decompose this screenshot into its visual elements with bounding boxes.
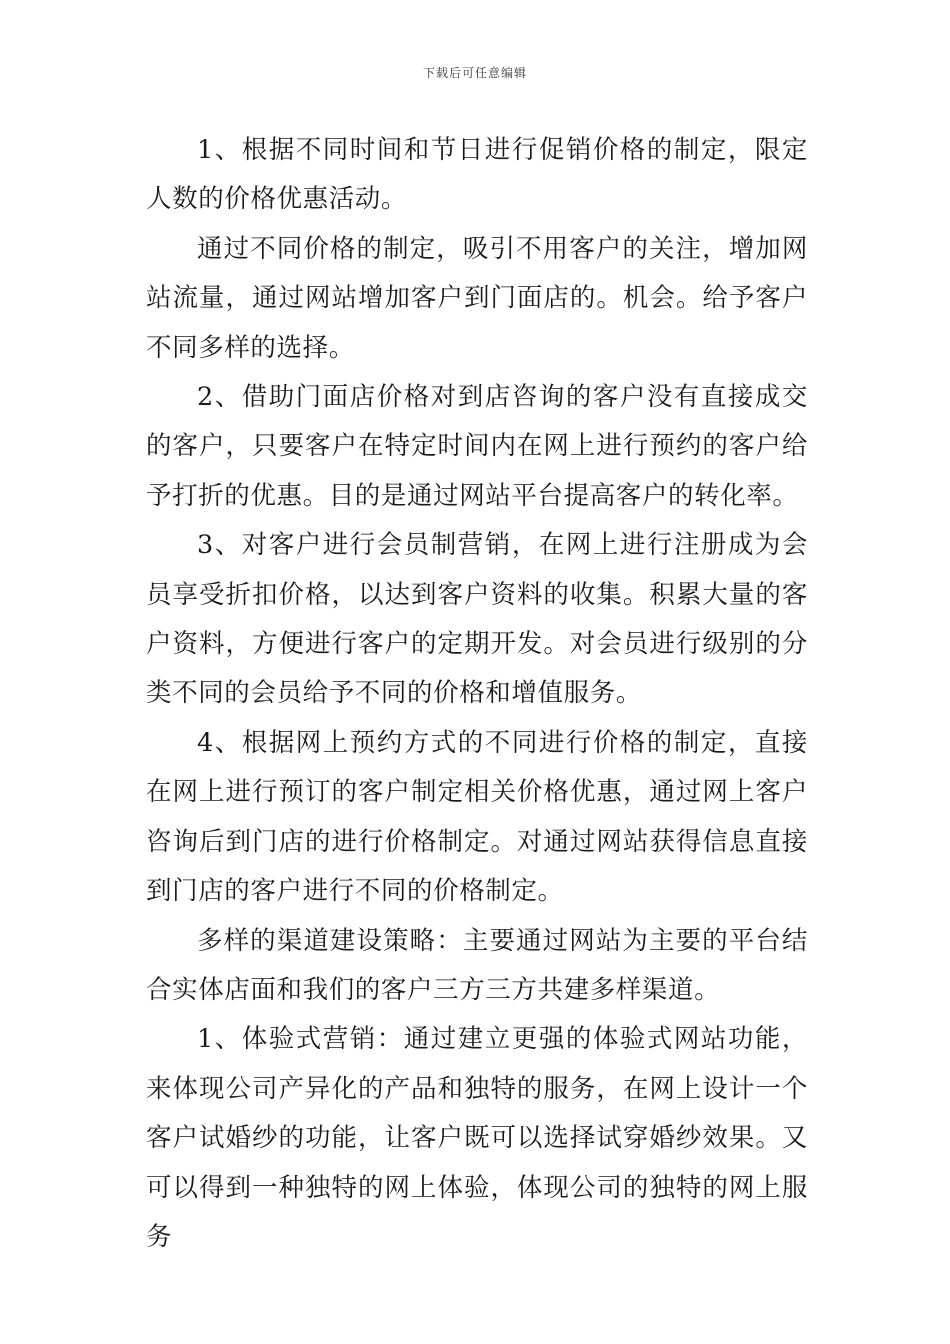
paragraph: 4、根据网上预约方式的不同进行价格的制定，直接在网上进行预订的客户制定相关价格优惠，通过网上客户咨询后到门店的进行价格制定。对通过网站获得信息直接到门店的客户进行不同的价格制定。 bbox=[146, 727, 808, 907]
document-body bbox=[146, 126, 808, 1262]
paragraph: 3、对客户进行会员制营销，在网上进行注册成为会员享受折扣价格，以达到客户资料的收集。积累大量的客户资料，方便进行客户的定期开发。对会员进行级别的分类不同的会员给予不同的价格和增值服务。 bbox=[146, 530, 808, 709]
paragraph: 1、体验式营销：通过建立更强的体验式网站功能，来体现公司产异化的产品和独特的服务，在网上设计一个客户试婚纱的功能，让客户既可以选择试穿婚纱效果。又可以得到一种独特的网上体验，体现公司的独特的网上服务 bbox=[146, 1024, 808, 1252]
paragraph: 通过不同价格的制定，吸引不用客户的关注，增加网站流量，通过网站增加客户到门面店的。机会。给予客户不同多样的选择。 bbox=[146, 233, 808, 363]
paragraph: 1、根据不同时间和节日进行促销价格的制定，限定人数的价格优惠活动。 bbox=[146, 135, 808, 215]
paragraph: 2、借助门面店价格对到店咨询的客户没有直接成交的客户，只要客户在特定时间内在网上进行预约的客户给予打折的优惠。目的是通过网站平台提高客户的转化率。 bbox=[146, 382, 808, 511]
header-note: 下载后可任意编辑 bbox=[422, 66, 527, 80]
paragraph: 多样的渠道建设策略：主要通过网站为主要的平台结合实体店面和我们的客户三方三方共建多样渠道。 bbox=[146, 925, 808, 1005]
